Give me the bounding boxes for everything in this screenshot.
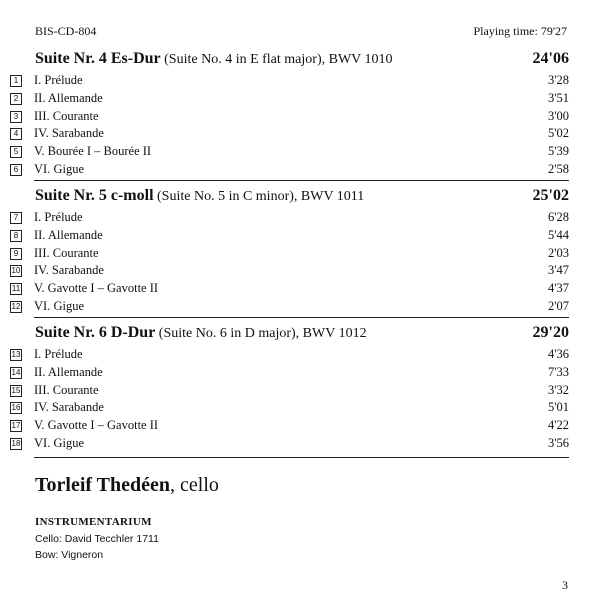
track-time: 4'37 [547,281,569,296]
track-time: 5'44 [547,227,569,242]
track-number-box: 7 [10,212,22,224]
suite-5 [10,187,569,316]
track-time: 6'28 [547,210,569,224]
track-number-box: 3 [10,111,22,123]
playing-time: Playing time: 79'27 [473,24,567,38]
track-title: IV. Sarabande [34,400,104,415]
instrumentarium-heading: INSTRUMENTARIUM [35,516,152,528]
track-time: 5'01 [547,400,569,415]
track-row [10,298,569,316]
track-title: III. Courante [34,245,99,260]
suite-subtitle: (Suite No. 5 in C minor), BWV 1011 [153,189,365,204]
track-title: I. Prélude [34,347,83,361]
track-time: 2'03 [547,245,569,260]
suite-header [10,50,569,72]
track-time: 4'36 [547,347,569,361]
suite-title: Suite Nr. 5 c-moll [35,187,154,204]
track-number-box: 14 [11,367,21,377]
suite-total-time: 24'06 [532,50,569,67]
track-title: VI. Gigue [34,161,84,176]
track-row [10,245,569,263]
track-time: 4'22 [547,418,569,433]
track-title: V. Gavotte I – Gavotte II [34,418,159,433]
track-time: 3'47 [547,263,569,278]
track-title: II. Allemande [34,364,103,379]
track-row [10,346,569,364]
track-title: II. Allemande [34,90,103,105]
track-time: 7'33 [547,364,569,379]
suite-header [10,187,569,209]
track-number-box: 15 [11,385,21,395]
track-title: III. Courante [34,108,99,123]
suite-title: Suite Nr. 6 D-Dur [35,324,156,341]
performer-credit [35,474,219,497]
track-title: V. Bourée I – Bourée II [34,144,152,159]
track-title: I. Prélude [34,210,83,224]
track-number-box: 2 [10,93,22,105]
suite-total-time: 29'20 [532,324,569,341]
performer-name: Torleif Thedéen [35,474,171,496]
track-row [10,399,569,417]
track-number-box: 10 [11,266,21,276]
track-row [10,90,569,108]
track-title: VI. Gigue [34,435,84,450]
performer-role: , cello [170,474,219,496]
track-number-box: 1 [10,75,22,87]
section-divider [34,457,569,458]
track-time: 2'58 [547,161,569,176]
suite-header [10,324,569,346]
track-number-box: 17 [11,421,21,431]
suite-subtitle: (Suite No. 4 in E flat major), BWV 1010 [160,52,393,67]
suite-title: Suite Nr. 4 Es-Dur [35,50,161,67]
instrument-cello: Cello: David Tecchler 1711 [35,533,159,545]
section-divider [34,317,569,318]
suite-subtitle: (Suite No. 6 in D major), BWV 1012 [155,326,367,341]
track-row [10,209,569,227]
track-row [10,382,569,400]
track-row [10,143,569,161]
track-number-box: 13 [11,350,21,359]
track-time: 3'32 [547,382,569,397]
track-number-box: 5 [10,146,22,158]
track-row [10,364,569,382]
track-number-box: 4 [10,128,22,140]
track-row [10,72,569,90]
track-time: 3'56 [547,435,569,450]
catalog-number: BIS-CD-804 [35,24,97,38]
instrument-bow: Bow: Vigneron [35,549,104,561]
track-number-box: 6 [10,164,22,176]
track-row [10,108,569,126]
track-row [10,417,569,435]
track-number-box: 9 [10,248,22,260]
track-row [10,280,569,298]
section-divider [34,180,569,181]
track-time: 5'39 [547,144,569,159]
track-row [10,125,569,143]
suite-total-time: 25'02 [532,187,569,204]
suite-6 [10,324,569,453]
track-title: V. Gavotte I – Gavotte II [34,281,159,296]
track-title: VI. Gigue [34,298,84,313]
track-row [10,161,569,179]
suite-4 [10,50,569,179]
track-number-box: 12 [11,301,21,311]
track-row [10,435,569,453]
track-time: 3'28 [547,73,569,87]
track-number-box: 11 [11,284,21,294]
track-time: 3'00 [547,108,569,123]
track-title: II. Allemande [34,227,103,242]
track-row [10,262,569,280]
track-time: 3'51 [547,90,569,105]
track-time: 5'02 [547,126,569,141]
track-time: 2'07 [547,298,569,313]
track-number-box: 18 [11,438,21,448]
track-title: III. Courante [34,382,99,397]
track-number-box: 8 [10,230,22,242]
page-number: 3 [562,578,568,592]
track-row [10,227,569,245]
track-title: I. Prélude [34,73,83,87]
track-title: IV. Sarabande [34,126,104,141]
track-number-box: 16 [11,403,21,413]
track-title: IV. Sarabande [34,263,104,278]
